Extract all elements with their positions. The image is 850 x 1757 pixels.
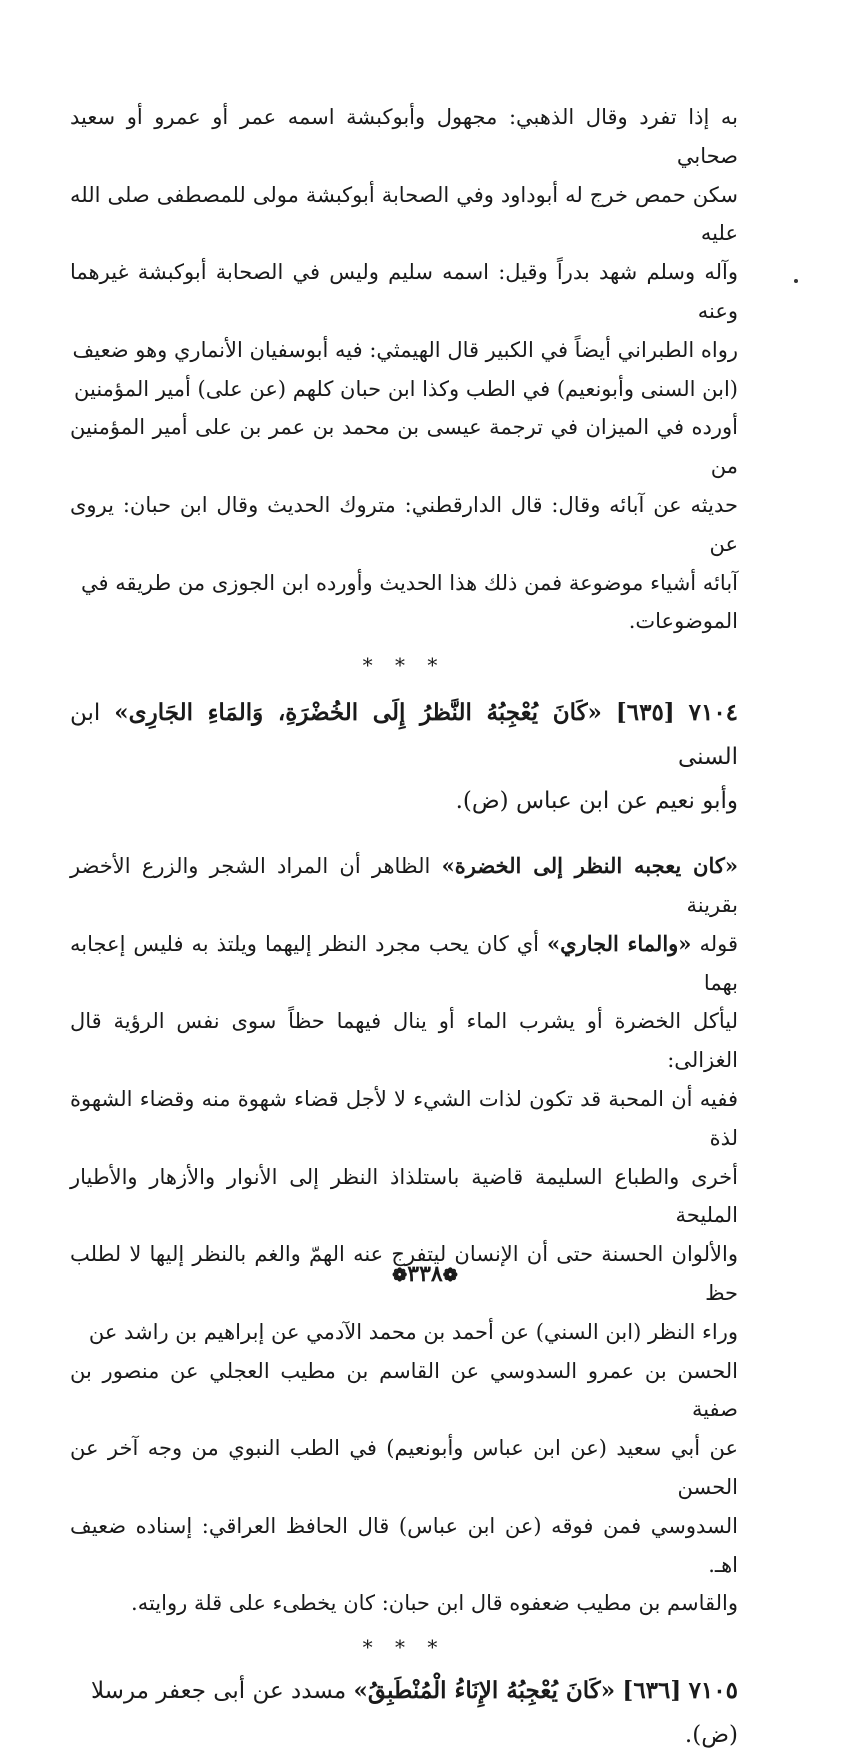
commentary-line: السدوسي فمن فوقه (عن ابن عباس) قال الحافظ العراقي: إسناده ضعيف اهـ. <box>70 1513 738 1577</box>
commentary-line: أورده في الميزان في ترجمة عيسى بن محمد بن عمر بن على أمير المؤمنين من <box>70 415 738 479</box>
entry-sources: مسدد عن أبى جعفر مرسلا <box>90 1678 347 1705</box>
commentary-line: والقاسم بن مطيب ضعفوه قال ابن حبان: كان يخطىء على قلة روايته. <box>131 1591 738 1616</box>
hadith-entry-line <box>70 1669 738 1713</box>
page-number <box>0 1261 850 1287</box>
commentary-line: الحسن بن عمرو السدوسي عن القاسم بن مطيب العجلي عن منصور بن صفية <box>70 1358 738 1422</box>
entry-ref: [٦٣٦] <box>622 1677 682 1705</box>
margin-dot <box>794 279 798 283</box>
commentary-line: وآله وسلم شهد بدراً وقيل: اسمه سليم وليس في الصحابة أبوكبشة غيرهما وعنه <box>70 260 738 323</box>
entry-sources-line: (ض). <box>684 1722 738 1749</box>
commentary-block-2 <box>70 847 738 1623</box>
commentary-line: ففيه أن المحبة قد تكون لذات الشيء لا لأجل قضاء شهوة منه وقضاء الشهوة لذة <box>70 1086 738 1150</box>
quoted-phrase: «كان يعجبه النظر إلى الخضرة» <box>441 853 738 879</box>
commentary-block-1 <box>70 98 738 641</box>
ornament-icon: ❁ <box>392 1265 408 1286</box>
quoted-phrase: «والماء الجاري» <box>546 930 692 956</box>
commentary-line: سكن حمص خرج له أبوداود وفي الصحابة أبوكبشة مولى للمصطفى صلى الله عليه <box>70 182 738 246</box>
commentary-text: أي كان يحب مجرد النظر إليهما ويلتذ به فليس إعجابه بهما <box>70 931 738 995</box>
entry-number: ٧١٠٥ <box>688 1677 738 1705</box>
section-separator: * * * <box>362 653 446 678</box>
hadith-text: «كَانَ يُعْجِبُهُ الإِنَاءُ الْمُنْطَبِقُ» <box>353 1677 616 1705</box>
commentary-line: أخرى والطباع السليمة قاضية باستلذاذ النظر إلى الأنوار والأزهار والأطيار المليحة <box>70 1164 738 1228</box>
entry-ref: [٦٣٥] <box>615 699 675 727</box>
commentary-line <box>70 847 738 925</box>
hadith-entry-line <box>70 691 738 779</box>
commentary-line: ليأكل الخضرة أو يشرب الماء أو ينال فيهما حظاً سوى نفس الرؤية قال الغزالى: <box>70 1009 738 1073</box>
hadith-text: «كَانَ يُعْجِبُهُ النَّظرُ إِلَى الخُضْرَةِ، وَالمَاءِ الجَارِى» <box>114 699 602 727</box>
entry-sources: ابن السنى <box>70 700 738 771</box>
commentary-text: قوله <box>691 931 738 956</box>
commentary-line <box>70 925 738 1003</box>
ornament-icon: ❁ <box>442 1265 458 1286</box>
document-page <box>70 98 738 1757</box>
page-number-value: ٣٣٨ <box>407 1261 443 1287</box>
section-separator: * * * <box>362 1635 446 1660</box>
commentary-line: به إذا تفرد وقال الذهبي: مجهول وأبوكبشة اسمه عمر أو عمرو أو سعيد صحابي <box>70 105 738 168</box>
commentary-line: عن أبي سعيد (عن ابن عباس وأبونعيم) في الطب النبوي من وجه آخر عن الحسن <box>70 1436 738 1499</box>
commentary-line: حديثه عن آبائه وقال: قال الدارقطني: متروك الحديث وقال ابن حبان: يروى عن <box>70 492 738 556</box>
commentary-line: والألوان الحسنة حتى أن الإنسان ليتفرج عنه الهمّ والغم بالنظر إليها لا لطلب حظ <box>70 1242 738 1305</box>
hadith-entry-7105 <box>70 1669 738 1757</box>
commentary-text: الظاهر أن المراد الشجر والزرع الأخضر بقرينة <box>70 854 738 917</box>
entry-number: ٧١٠٤ <box>688 699 739 727</box>
commentary-line: وراء النظر (ابن السني) عن أحمد بن محمد الآدمي عن إبراهيم بن راشد عن <box>88 1319 738 1344</box>
entry-sources-line: وأبو نعيم عن ابن عباس (ض). <box>455 788 738 815</box>
hadith-entry-7104 <box>70 691 738 823</box>
commentary-line: (ابن السنى وأبونعيم) في الطب وكذا ابن حبان كلهم (عن على) أمير المؤمنين <box>74 376 738 401</box>
commentary-line: آبائه أشياء موضوعة فمن ذلك هذا الحديث وأورده ابن الجوزى من طريقه في <box>80 570 738 595</box>
commentary-line: الموضوعات. <box>628 609 738 634</box>
commentary-line: رواه الطبراني أيضاً في الكبير قال الهيمثي: فيه أبوسفيان الأنماري وهو ضعيف <box>72 337 738 362</box>
